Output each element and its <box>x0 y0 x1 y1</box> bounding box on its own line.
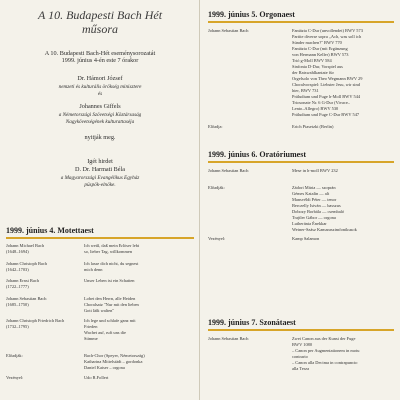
composer-name: Johann Christoph Bach <box>6 261 47 266</box>
oratorio-conductor-label: Vezényel: <box>208 236 226 241</box>
performer-line: Bach-Chor (Speyer, Németország) <box>84 353 145 358</box>
list-item: Orgelsolo von Theo Wegmann BWV 29 <box>292 76 363 81</box>
preacher-role2: püspök-elnöke. <box>84 182 116 188</box>
open-text: nyitják meg. <box>84 134 116 141</box>
section-rule <box>208 161 394 163</box>
composer-name: Johann Michael Bach <box>6 243 45 248</box>
work-line: Gott läßt walten" <box>84 308 115 313</box>
section-rule <box>208 329 394 331</box>
preach-line: Igét hirdet <box>87 158 113 165</box>
list-item: von Hermann Keller) BWV 573 <box>292 52 349 57</box>
list-item: der Ratswahlkantate für <box>292 70 334 75</box>
work-line: Ich weiß, daß mein Erlöser lebt <box>84 243 140 248</box>
conductor-label: Vezényel: <box>6 375 24 380</box>
sonata-composer: Johann Sebastian Bach <box>208 336 249 341</box>
speaker1-role: nemzeti és kulturális örökség minisztere <box>58 84 142 90</box>
composer-years: (1642–1703) <box>6 267 29 272</box>
speaker2-role2: Nagykövetségének kulturattaséja <box>65 119 135 125</box>
program-title-line2: műsora <box>81 22 118 36</box>
list-item: Zwei Canon aus der Kunst der Fuge <box>292 336 356 341</box>
work-line: so, lieber Tag, willkommen <box>84 249 133 254</box>
composer-years: (1648–1694) <box>6 249 29 254</box>
list-item: contrario <box>292 354 308 359</box>
list-item: Trajtler Gábor — orgona <box>292 215 336 220</box>
list-item: Präludium und Fuge h-Moll BWV 544 <box>292 94 361 99</box>
composer-name: Johann Christoph Friedrich Bach <box>6 318 65 323</box>
speaker1-name: Dr. Hámori József <box>77 75 123 82</box>
list-item: Lutheránia Énekkar <box>292 221 327 226</box>
speaker2-name: Johannes Giffels <box>79 103 121 110</box>
list-item: Fantázia C-Dur (unvollendet) BWV 573 <box>292 28 363 33</box>
work-line: Wachet auf, ruft uns die <box>84 330 126 335</box>
list-item: Fantázia C-Dur (mit Ergänzung <box>292 46 348 51</box>
section-heading-organ: 1999. június 5. Orgonaest <box>208 10 295 19</box>
performers-label: Előadják: <box>6 353 23 358</box>
list-item: BWV 1080 <box>292 342 313 347</box>
section-rule <box>208 21 394 23</box>
list-item: Trió g-Moll BWV 584 <box>292 58 332 63</box>
oratorio-composer: Johann Sebastian Bach <box>208 168 249 173</box>
organ-composer: Johann Sebastian Bach <box>208 28 249 33</box>
composer-years: (1722–1777) <box>6 284 29 289</box>
conductor-name: Udo R.Follert <box>84 375 109 380</box>
performer-line: Daniel Kaiser – orgona <box>84 365 125 370</box>
preacher-name: D. Dr. Harmati Béla <box>74 166 125 173</box>
list-item: alla Terza <box>292 366 310 371</box>
oratorio-conductor: Kamp Salamon <box>292 236 320 241</box>
intro-line1: A 10. Budapesti Bach-Hét eseménysorozatát <box>44 50 156 57</box>
list-item: Partite diverse sopra „Ach, was soll ich <box>292 34 362 39</box>
list-item: Zádori Mária — szoprán <box>292 185 336 190</box>
organ-performer-label: Előadja: <box>208 124 223 129</box>
list-item: Sinfonia D-Dur, Vorspiel aus <box>292 64 343 69</box>
right-page <box>200 0 400 400</box>
work-line: Lobet den Herrn, alle Heiden <box>84 296 136 301</box>
oratorio-performers-label: Előadják: <box>208 185 225 190</box>
list-item: Mansvéldi Péter — tenor <box>292 197 337 202</box>
work-line: Ich lege und schlafe ganz mit <box>84 318 136 323</box>
work-line: Frieden <box>84 324 98 329</box>
composer-years: (1685–1750) <box>6 302 29 307</box>
work-line: Unser Leben ist ein Schatten <box>84 278 135 283</box>
list-item: Berczelly István — basszus <box>292 203 341 208</box>
work-line: Stimme <box>84 336 98 341</box>
composer-years: (1732–1795) <box>6 324 29 329</box>
speaker1-and: és <box>97 91 103 97</box>
program-title-line1: A 10. Budapesti Bach Hét <box>37 8 163 22</box>
list-item: hier, BWV 731 <box>292 88 319 93</box>
work-line: mich denn <box>84 267 103 272</box>
list-item: Dobozy Borbála — csembaló <box>292 209 345 214</box>
section-heading-motet: 1999. június 4. Motettaest <box>6 226 94 235</box>
section-rule <box>6 237 194 239</box>
list-item: Gémes Katalin — alt <box>292 191 330 196</box>
preacher-role1: a Magyarországi Evangélikus Egyház <box>60 175 140 181</box>
list-item: Sünder machen?" BWV 770 <box>292 40 342 45</box>
speaker2-role1: a Németországi Szövetségi Köztársaság <box>58 112 142 118</box>
section-heading-oratorio: 1999. június 6. Oratóriumest <box>208 150 306 159</box>
list-item: Choralvorspiel: Liebster Jesu, wir sind <box>292 82 360 87</box>
work-line: Choralsatz "Nur mit den lieben <box>84 302 139 307</box>
composer-name: Johann Ernst Bach <box>6 278 39 283</box>
intro-line2: 1999. június 4-én este 7 órakor <box>61 57 139 64</box>
list-item: Triosonate Nr. 6 G-Dur (Vivace– <box>292 100 350 105</box>
list-item: Weiner-Szász Kamaraszimfonikusok <box>292 227 357 232</box>
composer-name: Johann Sebastian Bach <box>6 296 47 301</box>
list-item: Lento–Allegro) BWV 530 <box>292 106 339 111</box>
list-item: Präludium und Fuge C-Dur BWV 547 <box>292 112 360 117</box>
organ-performer: Erich Piasetzki (Berlin) <box>292 124 334 129</box>
list-item: – Canon alla Decima in contrapuncto <box>292 360 358 365</box>
work-line: Ich lasse dich nicht, du segnest <box>84 261 139 266</box>
performer-line: Katharina Mittelstädt – gordonka <box>84 359 143 364</box>
list-item: – Canon per Augmentationem in motu <box>292 348 360 353</box>
oratorio-work: Mese in h-moll BWV 232 <box>292 168 338 173</box>
section-heading-sonata: 1999. június 7. Szonátaest <box>208 318 296 327</box>
